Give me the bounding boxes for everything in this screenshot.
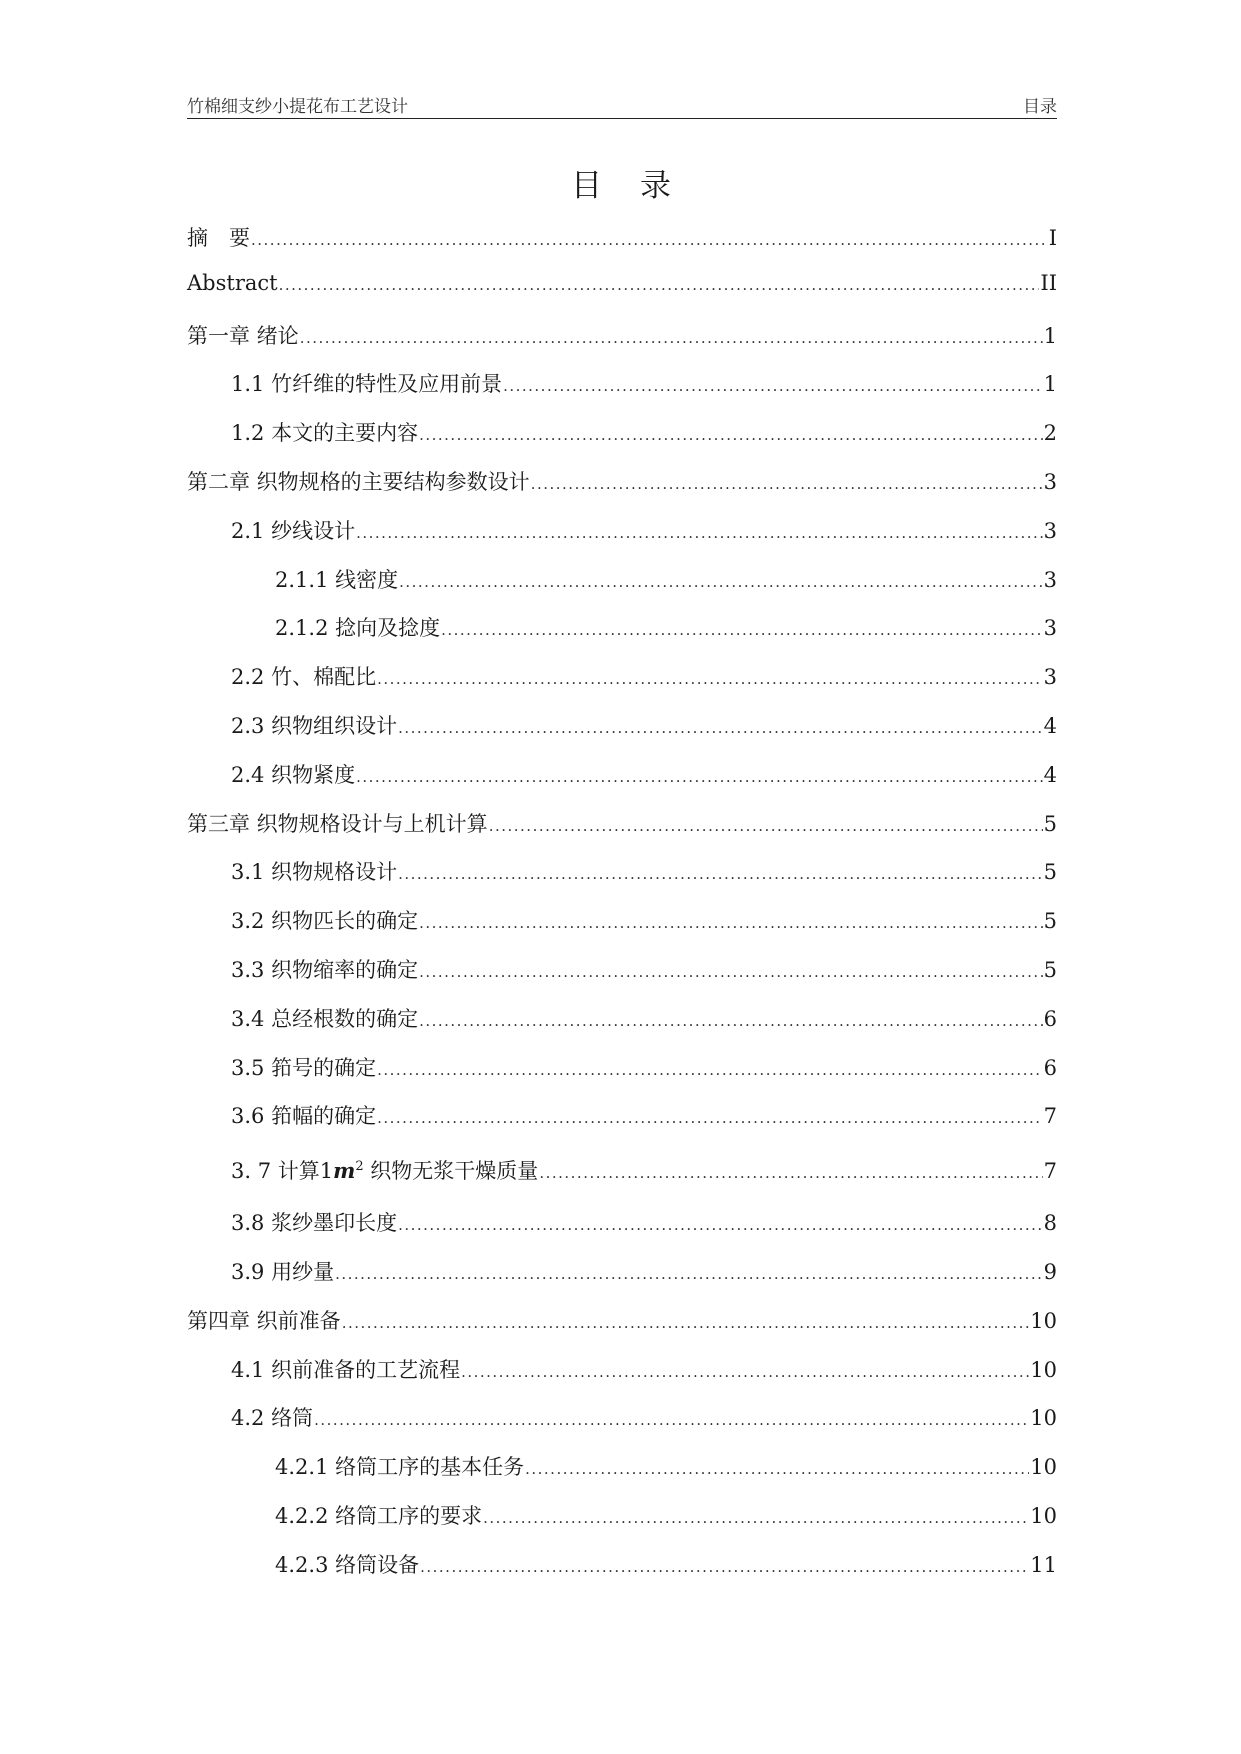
toc-entry-label: 3.2 织物匹长的确定 bbox=[231, 909, 419, 934]
toc-entry-page: 1 bbox=[1043, 323, 1057, 348]
toc-title-char-1: 目 bbox=[571, 168, 604, 204]
toc-entry-label: 3.8 浆纱墨印长度 bbox=[231, 1211, 398, 1236]
unit-exponent: 2 bbox=[355, 1159, 364, 1175]
toc-entry-page: 9 bbox=[1043, 1259, 1057, 1284]
toc-entry-label: 3.5 筘号的确定 bbox=[231, 1055, 377, 1080]
toc-entry-label: 3.9 用纱量 bbox=[231, 1259, 335, 1284]
toc-entry-page: 6 bbox=[1043, 1006, 1057, 1031]
toc-label-suffix: 织物无浆干燥质量 bbox=[363, 1159, 539, 1184]
toc-entry-label bbox=[231, 1155, 538, 1185]
toc-entry-page: II bbox=[1040, 270, 1057, 295]
toc-entry-page: 6 bbox=[1043, 1055, 1057, 1080]
toc-entry-section-3-3[interactable] bbox=[187, 954, 1057, 1003]
toc-entry-label: Abstract bbox=[187, 270, 278, 295]
toc-entry-label: 1.1 竹纤维的特性及应用前景 bbox=[231, 372, 503, 397]
toc-leader-dots bbox=[398, 1216, 1043, 1234]
toc-entry-section-4-2-2[interactable] bbox=[187, 1500, 1057, 1549]
toc-entry-page: 3 bbox=[1043, 518, 1057, 543]
toc-entry-page: 5 bbox=[1043, 909, 1057, 934]
toc-leader-dots bbox=[279, 276, 1040, 294]
toc-entry-section-2-2[interactable] bbox=[187, 661, 1057, 710]
toc-entry-section-3-9[interactable] bbox=[187, 1256, 1057, 1305]
toc-entry-label: 3.6 筘幅的确定 bbox=[231, 1104, 377, 1129]
toc-entry-section-2-1-1[interactable] bbox=[187, 564, 1057, 613]
toc-entry-page: 3 bbox=[1043, 469, 1057, 494]
header-title: 竹棉细支纱小提花布工艺设计 bbox=[187, 97, 408, 117]
toc-entry-page: 1 bbox=[1043, 372, 1057, 397]
toc-entry-page: 4 bbox=[1043, 762, 1057, 787]
running-header bbox=[187, 88, 1057, 119]
toc-entry-abstract-en[interactable] bbox=[187, 271, 1057, 320]
toc-entry-section-1-2[interactable] bbox=[187, 417, 1057, 466]
toc-entry-section-4-1[interactable] bbox=[187, 1354, 1057, 1403]
toc-entry-label: 第一章 绪论 bbox=[187, 323, 299, 348]
toc-entry-section-2-3[interactable] bbox=[187, 710, 1057, 759]
toc-entry-label: 第四章 织前准备 bbox=[187, 1308, 341, 1333]
toc-entry-label: 2.2 竹、棉配比 bbox=[231, 665, 377, 690]
toc-entry-section-2-1[interactable] bbox=[187, 515, 1057, 564]
toc-entry-label: 摘 要 bbox=[187, 226, 250, 250]
toc-label-prefix: 3. 7 计算1 bbox=[231, 1159, 334, 1184]
toc-entry-page: 3 bbox=[1043, 665, 1057, 690]
toc-entry-page: 3 bbox=[1043, 616, 1057, 641]
toc-entry-label: 4.2.1 络筒工序的基本任务 bbox=[275, 1455, 525, 1480]
toc-entry-chapter-3[interactable] bbox=[187, 808, 1057, 857]
toc-entry-section-3-5[interactable] bbox=[187, 1052, 1057, 1101]
toc-leader-dots bbox=[356, 768, 1043, 786]
toc-entry-section-3-2[interactable] bbox=[187, 905, 1057, 954]
toc-leader-dots bbox=[489, 817, 1043, 835]
toc-leader-dots bbox=[251, 231, 1048, 249]
toc-entry-page: 10 bbox=[1030, 1308, 1057, 1333]
toc-entry-label: 2.4 织物紧度 bbox=[231, 762, 356, 787]
toc-entry-page: 5 bbox=[1043, 860, 1057, 885]
toc-leader-dots bbox=[539, 1164, 1042, 1182]
toc-leader-dots bbox=[335, 1265, 1043, 1283]
toc-leader-dots bbox=[399, 573, 1043, 591]
toc-entry-page: 10 bbox=[1030, 1503, 1057, 1528]
toc-leader-dots bbox=[377, 1109, 1043, 1127]
toc-entry-page: 8 bbox=[1043, 1211, 1057, 1236]
toc-entry-label: 4.2 络筒 bbox=[231, 1406, 314, 1431]
toc-entry-label: 第三章 织物规格设计与上机计算 bbox=[187, 811, 488, 836]
toc-entry-page: 5 bbox=[1043, 811, 1057, 836]
toc-leader-dots bbox=[483, 1509, 1029, 1527]
toc-entry-label: 3.3 织物缩率的确定 bbox=[231, 957, 419, 982]
toc-title-char-2: 录 bbox=[640, 168, 673, 204]
toc-entry-label: 4.2.2 络筒工序的要求 bbox=[275, 1503, 483, 1528]
toc-entry-label: 3.4 总经根数的确定 bbox=[231, 1006, 419, 1031]
toc-leader-dots bbox=[398, 865, 1043, 883]
toc-leader-dots bbox=[531, 475, 1043, 493]
toc-entry-chapter-1[interactable] bbox=[187, 320, 1057, 369]
toc-entry-label: 第二章 织物规格的主要结构参数设计 bbox=[187, 469, 530, 494]
toc-entry-page: 10 bbox=[1030, 1455, 1057, 1480]
toc-entry-section-2-4[interactable] bbox=[187, 759, 1057, 808]
toc-entry-label: 2.1 纱线设计 bbox=[231, 518, 356, 543]
toc-leader-dots bbox=[525, 1460, 1029, 1478]
toc-entry-label: 3.1 织物规格设计 bbox=[231, 860, 398, 885]
toc-entry-section-1-1[interactable] bbox=[187, 368, 1057, 417]
toc-leader-dots bbox=[419, 963, 1043, 981]
toc-leader-dots bbox=[419, 914, 1043, 932]
toc-leader-dots bbox=[441, 621, 1043, 639]
toc-entry-label: 2.3 织物组织设计 bbox=[231, 713, 398, 738]
toc-leader-dots bbox=[300, 329, 1043, 347]
toc-entry-section-2-1-2[interactable] bbox=[187, 612, 1057, 661]
toc-leader-dots bbox=[342, 1314, 1030, 1332]
toc-entry-chapter-2[interactable] bbox=[187, 466, 1057, 515]
toc-entry-section-3-4[interactable] bbox=[187, 1003, 1057, 1052]
toc-leader-dots bbox=[420, 1558, 1029, 1576]
toc-leader-dots bbox=[398, 719, 1043, 737]
toc-entry-section-4-2[interactable] bbox=[187, 1402, 1057, 1451]
toc-leader-dots bbox=[314, 1411, 1029, 1429]
toc-entry-abstract-cn[interactable] bbox=[187, 222, 1057, 271]
toc-entry-page: 7 bbox=[1043, 1159, 1057, 1184]
toc-entry-page: 5 bbox=[1043, 957, 1057, 982]
toc-leader-dots bbox=[377, 670, 1043, 688]
toc-entry-section-3-6[interactable] bbox=[187, 1100, 1057, 1149]
toc-entry-label: 2.1.1 线密度 bbox=[275, 567, 399, 592]
unit-symbol: m bbox=[333, 1158, 356, 1184]
toc-entry-label: 2.1.2 捻向及捻度 bbox=[275, 616, 441, 641]
toc-entry-label: 1.2 本文的主要内容 bbox=[231, 421, 419, 446]
toc-entry-page: 10 bbox=[1030, 1406, 1057, 1431]
toc-entry-page: 10 bbox=[1030, 1357, 1057, 1382]
toc-entry-page: I bbox=[1048, 226, 1057, 250]
toc-entry-page: 3 bbox=[1043, 567, 1057, 592]
table-of-contents bbox=[187, 222, 1057, 1598]
toc-entry-section-3-1[interactable] bbox=[187, 856, 1057, 905]
toc-leader-dots bbox=[356, 524, 1043, 542]
toc-leader-dots bbox=[461, 1363, 1029, 1381]
toc-entry-label: 4.1 织前准备的工艺流程 bbox=[231, 1357, 461, 1382]
toc-leader-dots bbox=[377, 1061, 1043, 1079]
toc-title bbox=[187, 160, 1057, 205]
toc-entry-section-3-7[interactable] bbox=[187, 1149, 1057, 1207]
toc-entry-section-4-2-1[interactable] bbox=[187, 1451, 1057, 1500]
toc-leader-dots bbox=[503, 377, 1043, 395]
toc-leader-dots bbox=[419, 1012, 1043, 1030]
toc-entry-section-4-2-3[interactable] bbox=[187, 1549, 1057, 1598]
header-section: 目录 bbox=[1023, 97, 1057, 117]
toc-entry-page: 4 bbox=[1043, 713, 1057, 738]
toc-entry-section-3-8[interactable] bbox=[187, 1207, 1057, 1256]
toc-entry-label: 4.2.3 络筒设备 bbox=[275, 1552, 420, 1577]
toc-entry-page: 7 bbox=[1043, 1104, 1057, 1129]
toc-entry-page: 11 bbox=[1030, 1552, 1057, 1577]
toc-entry-chapter-4[interactable] bbox=[187, 1305, 1057, 1354]
toc-leader-dots bbox=[419, 426, 1043, 444]
toc-entry-page: 2 bbox=[1043, 421, 1057, 446]
